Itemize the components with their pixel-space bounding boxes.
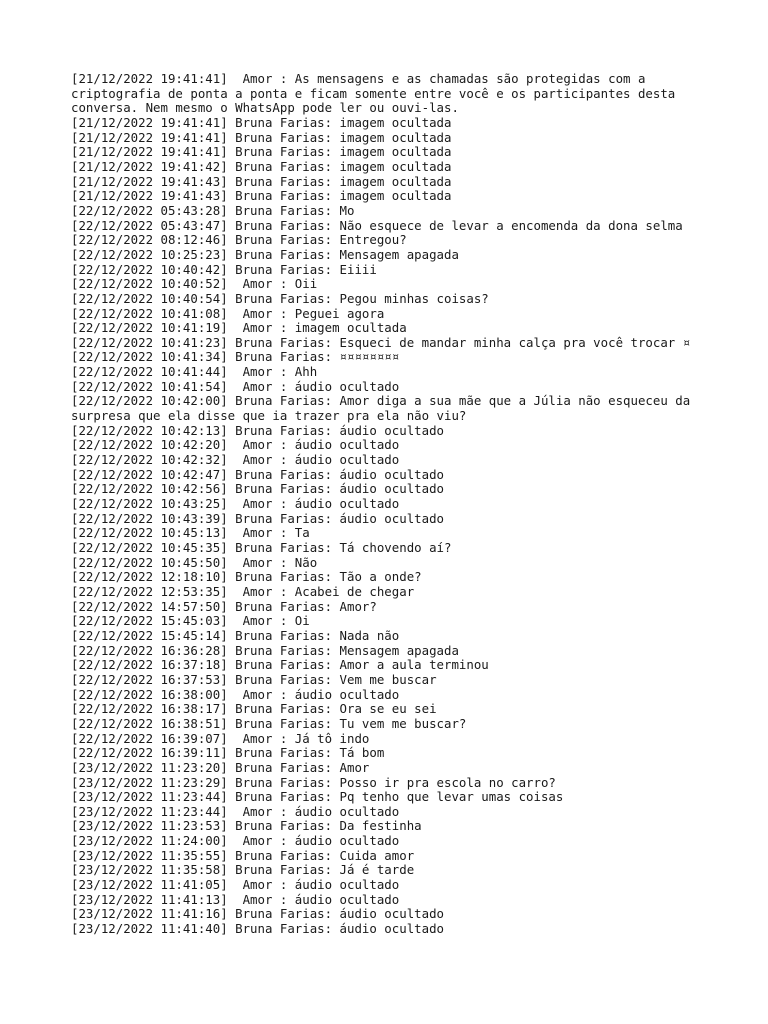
transcript-line: [21/12/2022 19:41:42] Bruna Farias: imagem ocultada bbox=[71, 158, 452, 174]
transcript-line: [22/12/2022 10:41:54] Amor : áudio ocultado bbox=[71, 378, 400, 394]
transcript-line: [21/12/2022 19:41:43] Bruna Farias: imagem ocultada bbox=[71, 188, 452, 204]
transcript-line: [22/12/2022 10:45:13] Amor : Ta bbox=[71, 525, 310, 541]
transcript-line: [22/12/2022 10:40:52] Amor : Oii bbox=[71, 276, 318, 292]
transcript-line: [22/12/2022 10:42:56] Bruna Farias: áudio ocultado bbox=[71, 481, 444, 497]
transcript-line: [22/12/2022 12:53:35] Amor : Acabei de chegar bbox=[71, 583, 415, 599]
transcript-line: [22/12/2022 10:40:42] Bruna Farias: Eiiii bbox=[71, 261, 377, 277]
transcript-line: [22/12/2022 10:43:39] Bruna Farias: áudio ocultado bbox=[71, 510, 444, 526]
transcript-line: [22/12/2022 15:45:03] Amor : Oi bbox=[71, 613, 310, 629]
transcript-line: [22/12/2022 10:41:19] Amor : imagem ocultada bbox=[71, 320, 407, 336]
transcript-line: [21/12/2022 19:41:41] Bruna Farias: imagem ocultada bbox=[71, 114, 452, 130]
transcript-line: [21/12/2022 19:41:43] Bruna Farias: imagem ocultada bbox=[71, 173, 452, 189]
transcript-line: [23/12/2022 11:23:53] Bruna Farias: Da festinha bbox=[71, 818, 422, 834]
transcript-line: [22/12/2022 16:39:07] Amor : Já tô indo bbox=[71, 730, 370, 746]
transcript-line: [22/12/2022 15:45:14] Bruna Farias: Nada não bbox=[71, 627, 400, 643]
transcript-line: [22/12/2022 10:42:32] Amor : áudio ocultado bbox=[71, 452, 400, 468]
transcript-line: [22/12/2022 10:42:20] Amor : áudio ocultado bbox=[71, 437, 400, 453]
transcript-line: [22/12/2022 16:37:18] Bruna Farias: Amor a aula terminou bbox=[71, 657, 489, 673]
transcript-line: [23/12/2022 11:41:40] Bruna Farias: áudio ocultado bbox=[71, 921, 444, 937]
transcript-line: [22/12/2022 05:43:47] Bruna Farias: Não esquece de levar a encomenda da dona selma bbox=[71, 217, 683, 233]
transcript-line: [22/12/2022 10:41:34] Bruna Farias: ¤¤¤¤¤¤¤¤ bbox=[71, 349, 400, 365]
transcript-line: [22/12/2022 10:42:00] Bruna Farias: Amor diga a sua mãe que a Júlia não esqueceu da bbox=[71, 393, 691, 409]
transcript-line: [22/12/2022 14:57:50] Bruna Farias: Amor? bbox=[71, 598, 377, 614]
transcript-line: [22/12/2022 10:45:50] Amor : Não bbox=[71, 554, 318, 570]
transcript-line: [21/12/2022 19:41:41] Bruna Farias: imagem ocultada bbox=[71, 129, 452, 145]
transcript-line: [22/12/2022 08:12:46] Bruna Farias: Entregou? bbox=[71, 232, 407, 248]
transcript-line: [21/12/2022 19:41:41] Bruna Farias: imagem ocultada bbox=[71, 144, 452, 160]
transcript-line: [22/12/2022 16:38:00] Amor : áudio ocultado bbox=[71, 686, 400, 702]
transcript-line: [23/12/2022 11:41:16] Bruna Farias: áudio ocultado bbox=[71, 906, 444, 922]
transcript-line: [22/12/2022 16:38:17] Bruna Farias: Ora se eu sei bbox=[71, 701, 437, 717]
transcript-line: [22/12/2022 10:25:23] Bruna Farias: Mensagem apagada bbox=[71, 246, 459, 262]
transcript-line: [22/12/2022 10:43:25] Amor : áudio ocultado bbox=[71, 496, 400, 512]
transcript-line: [22/12/2022 10:40:54] Bruna Farias: Pegou minhas coisas? bbox=[71, 290, 489, 306]
transcript-line: [23/12/2022 11:35:55] Bruna Farias: Cuida amor bbox=[71, 847, 415, 863]
transcript-line: [22/12/2022 10:42:13] Bruna Farias: áudio ocultado bbox=[71, 422, 444, 438]
transcript-line: [23/12/2022 11:41:05] Amor : áudio ocultado bbox=[71, 877, 400, 893]
transcript-line: [23/12/2022 11:23:44] Bruna Farias: Pq tenho que levar umas coisas bbox=[71, 789, 564, 805]
transcript-line: [23/12/2022 11:24:00] Amor : áudio ocultado bbox=[71, 833, 400, 849]
transcript-line: [22/12/2022 16:37:53] Bruna Farias: Vem me buscar bbox=[71, 671, 437, 687]
transcript-line: [22/12/2022 05:43:28] Bruna Farias: Mo bbox=[71, 202, 355, 218]
transcript-line: [22/12/2022 16:36:28] Bruna Farias: Mensagem apagada bbox=[71, 642, 459, 658]
transcript-line: [22/12/2022 16:39:11] Bruna Farias: Tá bom bbox=[71, 745, 385, 761]
transcript-line: criptografia de ponta a ponta e ficam somente entre você e os participantes desta bbox=[71, 85, 676, 101]
transcript-line: [23/12/2022 11:23:29] Bruna Farias: Posso ir pra escola no carro? bbox=[71, 774, 556, 790]
transcript-line: [21/12/2022 19:41:41] Amor : As mensagens e as chamadas são protegidas com a bbox=[71, 71, 646, 86]
transcript-line: [22/12/2022 10:45:35] Bruna Farias: Tá chovendo aí? bbox=[71, 540, 452, 555]
transcript-line: [22/12/2022 16:38:51] Bruna Farias: Tu vem me buscar? bbox=[71, 715, 467, 731]
transcript-line: [22/12/2022 10:41:23] Bruna Farias: Esqueci de mandar minha calça pra você trocar ¤ bbox=[71, 334, 691, 350]
chat-transcript bbox=[71, 72, 708, 937]
transcript-line: [22/12/2022 10:42:47] Bruna Farias: áudio ocultado bbox=[71, 466, 444, 482]
transcript-line: conversa. Nem mesmo o WhatsApp pode ler ou ouvi-las. bbox=[71, 100, 459, 116]
transcript-line: [22/12/2022 10:41:08] Amor : Peguei agora bbox=[71, 305, 385, 321]
transcript-line: surpresa que ela disse que ia trazer pra ela não viu? bbox=[71, 408, 467, 424]
transcript-line: [23/12/2022 11:23:44] Amor : áudio ocultado bbox=[71, 803, 400, 819]
transcript-line: [23/12/2022 11:35:58] Bruna Farias: Já é tarde bbox=[71, 862, 415, 878]
transcript-line: [23/12/2022 11:41:13] Amor : áudio ocultado bbox=[71, 891, 400, 907]
transcript-line: [22/12/2022 12:18:10] Bruna Farias: Tão a onde? bbox=[71, 569, 422, 585]
transcript-line: [23/12/2022 11:23:20] Bruna Farias: Amor bbox=[71, 759, 370, 775]
transcript-line: [22/12/2022 10:41:44] Amor : Ahh bbox=[71, 364, 318, 380]
